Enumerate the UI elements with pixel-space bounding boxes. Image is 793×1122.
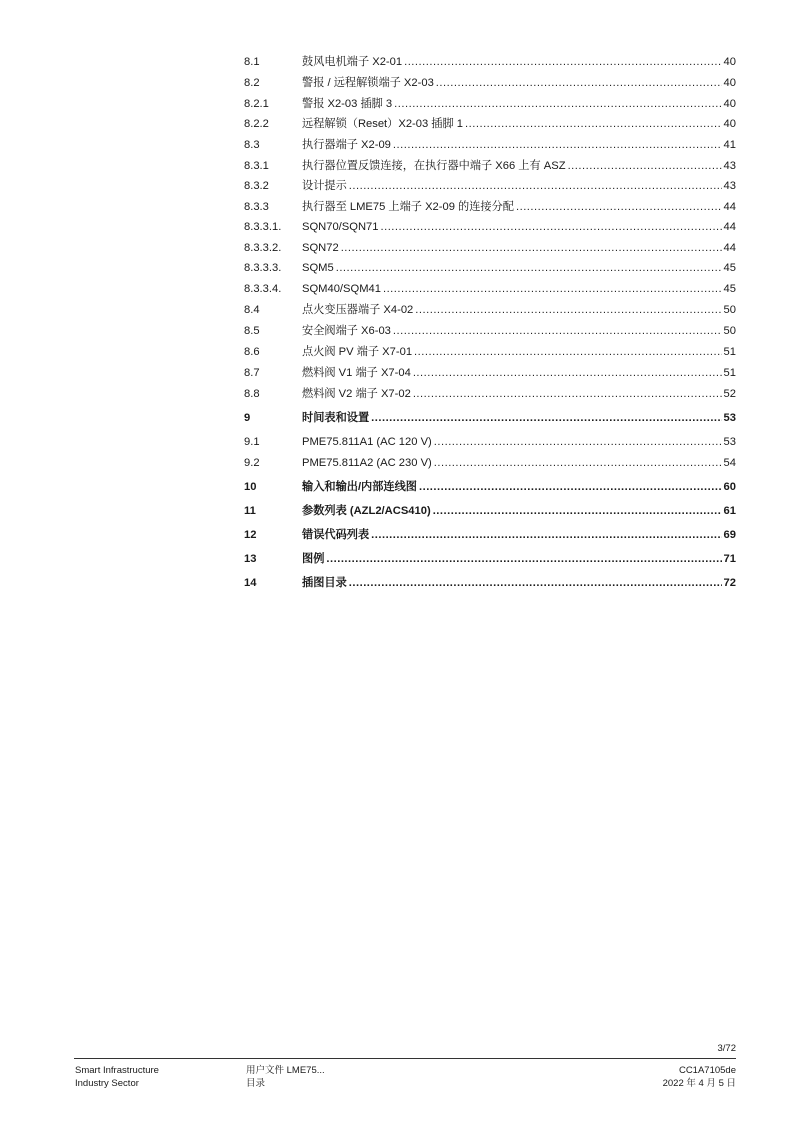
toc-entry-8-2-1[interactable] [244, 97, 736, 111]
toc-entry-9[interactable] [244, 411, 736, 425]
toc-page: 61 [723, 504, 736, 517]
toc-entry-8-2-2[interactable] [244, 117, 736, 131]
toc-number: 9.1 [244, 435, 260, 448]
toc-number: 9 [244, 411, 251, 424]
toc-title: 燃料阀 V2 端子 X7-02 [302, 387, 411, 400]
toc-title: 鼓风电机端子 X2-01 [302, 56, 403, 68]
toc-title: 燃料阀 V1 端子 X7-04 [302, 366, 411, 379]
table-of-contents [244, 55, 736, 600]
footer-divider [74, 1058, 736, 1059]
footer-date: 2022 年 4 月 5 日 [662, 1078, 736, 1089]
toc-title: SQN72 [302, 241, 339, 254]
toc-page: 54 [723, 456, 736, 469]
toc-title: 插图目录 [302, 576, 347, 589]
dot-leader [415, 303, 721, 317]
toc-title: SQM40/SQM41 [302, 282, 381, 295]
dot-leader [394, 97, 721, 111]
toc-entry-8-3[interactable] [244, 138, 736, 152]
toc-number: 8.4 [244, 303, 260, 316]
dot-leader [404, 55, 721, 69]
toc-page: 53 [723, 435, 736, 448]
toc-page: 53 [723, 411, 736, 424]
toc-entry-8-3-1[interactable] [244, 159, 736, 173]
toc-entry-8-2[interactable] [244, 76, 736, 90]
dot-leader [349, 576, 722, 590]
toc-entry-11[interactable] [244, 504, 736, 518]
toc-title: PME75.811A1 (AC 120 V) [302, 435, 432, 448]
dot-leader [568, 159, 722, 173]
footer-document-title: 用户文件 LME75... [246, 1065, 325, 1076]
toc-title: 图例 [302, 552, 325, 565]
toc-title: 警报 X2-03 插脚 3 [302, 97, 393, 110]
dot-leader [434, 456, 722, 470]
toc-number: 8.2.2 [244, 118, 269, 130]
footer-company: Smart Infrastructure [75, 1065, 159, 1076]
toc-title: 点火阀 PV 端子 X7-01 [302, 345, 413, 358]
toc-entry-8-3-3-1[interactable] [244, 220, 736, 234]
toc-page: 60 [723, 480, 736, 493]
toc-entry-8-3-3-4[interactable] [244, 282, 736, 296]
dot-leader [393, 138, 722, 152]
toc-entry-8-3-3[interactable] [244, 200, 736, 214]
dot-leader [326, 552, 721, 566]
toc-title: 安全阀端子 X6-03 [302, 324, 391, 337]
toc-entry-8-3-2[interactable] [244, 179, 736, 193]
toc-entry-8-3-3-2[interactable] [244, 241, 736, 255]
toc-page: 43 [723, 159, 736, 172]
toc-number: 14 [244, 576, 257, 589]
toc-number: 8.2.1 [244, 97, 269, 110]
toc-number: 8.3.1 [244, 159, 269, 172]
toc-entry-13[interactable] [244, 552, 736, 566]
toc-entry-14[interactable] [244, 576, 736, 590]
toc-title: 时间表和设置 [302, 411, 370, 424]
toc-number: 12 [244, 528, 257, 541]
toc-number: 8.3.3.2. [244, 241, 282, 254]
dot-leader [419, 480, 722, 494]
toc-title: 设计提示 [302, 180, 347, 192]
toc-page: 51 [723, 366, 736, 379]
dot-leader [341, 241, 722, 255]
toc-number: 8.3.3.1. [244, 221, 282, 233]
dot-leader [380, 220, 721, 234]
dot-leader [516, 200, 722, 214]
toc-page: 50 [723, 303, 736, 316]
toc-page: 45 [723, 282, 736, 295]
toc-number: 8.3 [244, 139, 260, 151]
dot-leader [413, 366, 722, 380]
toc-title: 执行器端子 X2-09 [302, 139, 391, 151]
toc-number: 9.2 [244, 456, 260, 469]
toc-title: 警报 / 远程解锁端子 X2-03 [302, 77, 434, 89]
toc-number: 10 [244, 480, 257, 493]
toc-title: 错误代码列表 [302, 528, 370, 541]
toc-page: 50 [723, 324, 736, 337]
toc-page: 71 [723, 552, 736, 565]
footer-document-id: CC1A7105de [678, 1065, 736, 1076]
toc-entry-8-6[interactable] [244, 345, 736, 359]
toc-page: 40 [723, 118, 736, 130]
toc-entry-9-2[interactable] [244, 456, 736, 470]
toc-number: 8.2 [244, 77, 260, 89]
dot-leader [465, 117, 722, 131]
toc-entry-8-4[interactable] [244, 303, 736, 317]
toc-title: PME75.811A2 (AC 230 V) [302, 456, 432, 469]
toc-title: 执行器至 LME75 上端子 X2-09 的连接分配 [302, 200, 514, 213]
footer-section: 目录 [246, 1078, 266, 1089]
toc-entry-8-1[interactable] [244, 55, 736, 69]
toc-title: SQN70/SQN71 [302, 221, 379, 233]
toc-page: 40 [723, 97, 736, 110]
toc-title: 远程解锁（Reset）X2-03 插脚 1 [302, 118, 464, 130]
toc-title: 点火变压器端子 X4-02 [302, 303, 414, 316]
toc-page: 40 [723, 77, 736, 89]
dot-leader [436, 76, 722, 90]
toc-page: 45 [723, 262, 736, 274]
page-number: 3/72 [717, 1043, 736, 1054]
dot-leader [434, 435, 722, 449]
dot-leader [349, 179, 722, 193]
toc-page: 40 [723, 56, 736, 68]
toc-page: 43 [723, 180, 736, 192]
toc-number: 11 [244, 504, 256, 517]
dot-leader [371, 411, 721, 425]
toc-entry-10[interactable] [244, 480, 736, 494]
toc-number: 8.3.3.4. [244, 282, 282, 295]
toc-number: 8.1 [244, 56, 260, 68]
toc-page: 72 [723, 576, 736, 589]
toc-number: 8.5 [244, 324, 260, 337]
toc-title: 输入和输出/内部连线图 [302, 480, 417, 493]
toc-page: 69 [723, 528, 736, 541]
toc-page: 41 [723, 139, 736, 151]
toc-number: 8.7 [244, 366, 260, 379]
toc-entry-9-1[interactable] [244, 435, 736, 449]
toc-number: 8.3.2 [244, 180, 269, 192]
toc-number: 8.3.3 [244, 200, 269, 213]
toc-entry-12[interactable] [244, 528, 736, 542]
dot-leader [393, 324, 722, 338]
dot-leader [433, 504, 722, 518]
toc-number: 8.8 [244, 387, 260, 400]
toc-page: 44 [723, 200, 736, 213]
toc-page: 52 [723, 387, 736, 400]
toc-page: 44 [723, 241, 736, 254]
toc-number: 8.3.3.3. [244, 262, 282, 274]
toc-page: 51 [723, 345, 736, 358]
toc-number: 13 [244, 552, 257, 565]
toc-page: 44 [723, 221, 736, 233]
toc-entry-8-8[interactable] [244, 387, 736, 401]
dot-leader [336, 261, 722, 275]
dot-leader [414, 345, 722, 359]
toc-number: 8.6 [244, 345, 260, 358]
toc-title: 执行器位置反馈连接，在执行器中端子 X66 上有 ASZ [302, 159, 566, 172]
toc-title: 参数列表 (AZL2/ACS410) [302, 504, 431, 517]
footer-division: Industry Sector [75, 1078, 139, 1089]
dot-leader [371, 528, 721, 542]
toc-entry-8-7[interactable] [244, 366, 736, 380]
toc-title: SQM5 [302, 262, 334, 274]
dot-leader [383, 282, 722, 296]
toc-entry-8-5[interactable] [244, 324, 736, 338]
toc-entry-8-3-3-3[interactable] [244, 261, 736, 275]
dot-leader [413, 387, 722, 401]
